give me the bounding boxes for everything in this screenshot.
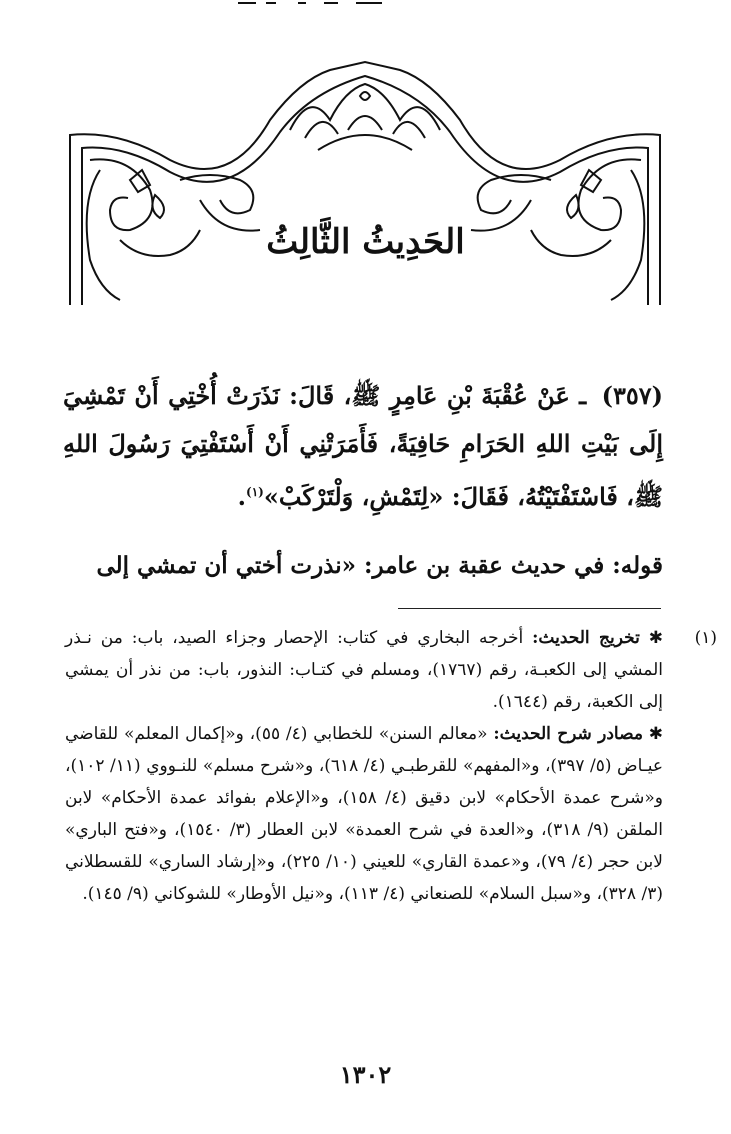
bullet-icon: ✱ (642, 724, 663, 744)
takhrij-text: أخرجه البخاري في كتاب: الإحصار وجزاء الصيد، باب: من نـذر المشي إلى الكعبـة، رقم (١٧٦٧)، ومسلم في كتـاب: النذور، باب: من نذر أن يمشي إلى الكعبة، رقم (١٦٤٤). (65, 628, 663, 712)
hadith-body: ـ عَنْ عُقْبَةَ بْنِ عَامِرٍ ﷺ، قَالَ: نَذَرَتْ أُخْتِي أَنْ تَمْشِيَ إِلَى بَيْتِ اللهِ الحَرَامِ حَافِيَةً، فَأَمَرَتْنِي أَنْ أَسْتَفْتِيَ رَسُولَ اللهِ ﷺ، فَاسْتَفْتَيْتُهُ، فَقَالَ: «لِتَمْشِ، وَلْتَرْكَبْ» (63, 381, 663, 511)
bullet-icon: ✱ (639, 628, 664, 648)
commentary-line: قوله: في حديث عقبة بن عامر: «نذرت أختي أن تمشي إلى (96, 552, 663, 579)
hadith-end: . (237, 482, 247, 511)
chapter-header-ornament (60, 60, 671, 310)
footnote-sources (65, 718, 669, 910)
takhrij-label: تخريج الحديث: (532, 628, 640, 648)
top-edge-marks (236, 0, 386, 6)
page-number: ١٣٠٢ (339, 1060, 392, 1089)
hadith-number: (٣٥٧) (601, 381, 663, 410)
footnote-separator (398, 608, 661, 609)
footnotes-section (65, 622, 717, 910)
sources-text: «معالم السنن» للخطابي (٤/ ٥٥)، و«إكمال المعلم» للقاضي عيـاض (٥/ ٣٩٧)، و«المفهم» للقرطبـي (٤/ ٦١٨)، و«شرح مسلم» للنـووي (١١/ ١٠٢)، و«شرح عمدة الأحكام» لابن دقيق (٤/ ١٥٨)، و«الإعلام بفوائد عمدة الأحكام» لابن الملقن (٩/ ٣١٨)، و«العدة في شرح العمدة» لابن العطار (٣/ ١٥٤٠)، و«فتح الباري» لابن حجر (٤/ ٧٩)، و«عمدة القاري» للعيني (١٠/ ٢٢٥)، و«إرشاد الساري» للقسطلاني (٣/ ٣٢٨)، و«سبل السلام» للصنعاني (٤/ ١١٣)، و«نيل الأوطار» للشوكاني (٩/ ١٤٥). (65, 724, 664, 904)
sources-label: مصادر شرح الحديث: (493, 724, 643, 744)
footnote-reference[interactable]: (١) (246, 485, 264, 499)
hadith-text-block (63, 372, 663, 521)
footnote-takhrij (65, 622, 717, 718)
footnote-marker: (١) (694, 628, 717, 648)
chapter-heading: الحَدِيثُ الثَّالِثُ (266, 222, 465, 262)
